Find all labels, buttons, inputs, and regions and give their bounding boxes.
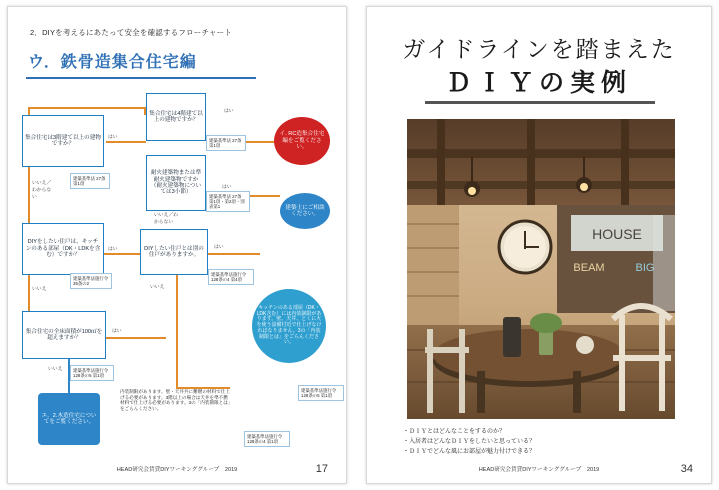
- flow-node-q3: 耐火建築物または準耐火建築物ですか（耐火建築物については3小節）: [146, 155, 206, 211]
- svg-text:BEAM: BEAM: [573, 262, 605, 274]
- law-ref: 建築基準法 27条 第1項・第2項・別表第1: [206, 191, 250, 212]
- diy-example-photo: [407, 119, 675, 419]
- flow-node-q6: 集合住宅の全床面積が100㎡を超えますか？: [22, 311, 106, 359]
- label-yes: はい: [108, 135, 118, 140]
- law-ref: 建築基準法施行令 128条の4 第4項: [208, 269, 254, 285]
- svg-text:HOUSE: HOUSE: [592, 226, 642, 242]
- title-rule: [425, 101, 655, 104]
- label-no-or-unknown: いいえ／わからない: [32, 181, 52, 200]
- label-yes: はい: [108, 247, 118, 252]
- label-yes: はい: [222, 185, 232, 190]
- page-right: [366, 6, 712, 484]
- law-ref: 建築基準法施行令 35条の2: [70, 273, 112, 289]
- flow-result-rc: イ. RC造集合住宅編をご覧ください。: [274, 117, 330, 165]
- label-yes: はい: [214, 245, 224, 250]
- bullet-item: ・ＤＩＹでどんな風にお部屋が魅力付けできる？: [403, 449, 536, 456]
- flow-result-wood: エ．2.木造住宅についてをご覧ください。: [38, 393, 100, 445]
- label-no: いいえ: [48, 367, 63, 372]
- flow-line: [106, 337, 166, 339]
- label-yes: はい: [112, 329, 122, 334]
- flow-node-q1: 集合住宅は3階建て以上の建物ですか？: [22, 115, 104, 167]
- page-left: [7, 6, 347, 484]
- label-no: いいえ: [150, 285, 165, 290]
- left-page-number: 17: [315, 463, 328, 475]
- right-page-number: 34: [680, 463, 693, 475]
- label-no-or-unknown: いいえ／わからない: [154, 213, 178, 225]
- flow-line: [106, 141, 146, 143]
- flow-result-interior-note: 内装制限があります。壁・天井共に難燃の材料で仕上げる必要があります。3階以上の場合は天井を準不燃材料で仕上げる必要があります。3の「内装制限とは」をごらんください。: [120, 389, 231, 412]
- left-page-footer: HEAD研究会賃貸DIYワーキンググループ 2019: [116, 467, 238, 473]
- flow-node-q5: DIYしたい住戸とは別の住戸がありますか。: [140, 229, 208, 275]
- right-page-title-line1: ガイドラインを踏まえた: [402, 37, 676, 62]
- flow-result-kitchen: キッチンのある部屋（DK・LDK含む）には内装制限があります。壁、天井、とくに火を使う設備付近で仕上げなければなりません。3の「内装制限とは」をごらんください。: [252, 289, 326, 363]
- flow-result-architect: 建築士にご相談ください。: [280, 193, 330, 229]
- flow-node-q4: DIYをしたい住戸は、キッチンのある部屋（DK・LDKを含む）ですか？: [22, 223, 104, 275]
- left-page-header: 2．DIYを考えるにあたって安全を確認するフローチャート: [30, 28, 233, 37]
- flow-line: [104, 253, 140, 255]
- label-no: いいえ: [32, 287, 47, 292]
- flowchart: [8, 7, 348, 485]
- bullet-item: ・ＤＩＹとはどんなことをするのか？: [403, 429, 506, 435]
- right-page-footer: HEAD研究会賃貸DIYワーキンググループ 2019: [478, 467, 600, 473]
- law-ref: 建築基準法施行令 128条の5 第1項: [70, 365, 114, 381]
- bullet-item: ・入居者はどんなＤＩＹをしたいと思っている？: [403, 439, 536, 446]
- right-page-title-line2: ＤＩＹの実例: [445, 70, 632, 97]
- left-page-title: ウ．鉄骨造集合住宅編: [28, 54, 197, 71]
- law-ref: 建築基準法 27条 第1項: [206, 135, 246, 151]
- flow-line: [208, 253, 260, 255]
- law-ref: 建築基準法施行令 128条の5 第1項: [298, 385, 344, 401]
- photo-illustration: [407, 119, 675, 419]
- label-yes: はい: [224, 109, 234, 114]
- flow-line: [28, 107, 146, 109]
- law-ref: 建築基準法 27条 第1項: [70, 173, 110, 189]
- right-page-bullets: [403, 427, 535, 458]
- svg-text:BIG: BIG: [635, 262, 655, 274]
- flow-line: [176, 275, 178, 387]
- law-ref: 建築基準法施行令 128条の4 第1項: [244, 431, 290, 447]
- flow-node-q2: 集合住宅は4階建て以上の建物ですか？: [146, 93, 206, 141]
